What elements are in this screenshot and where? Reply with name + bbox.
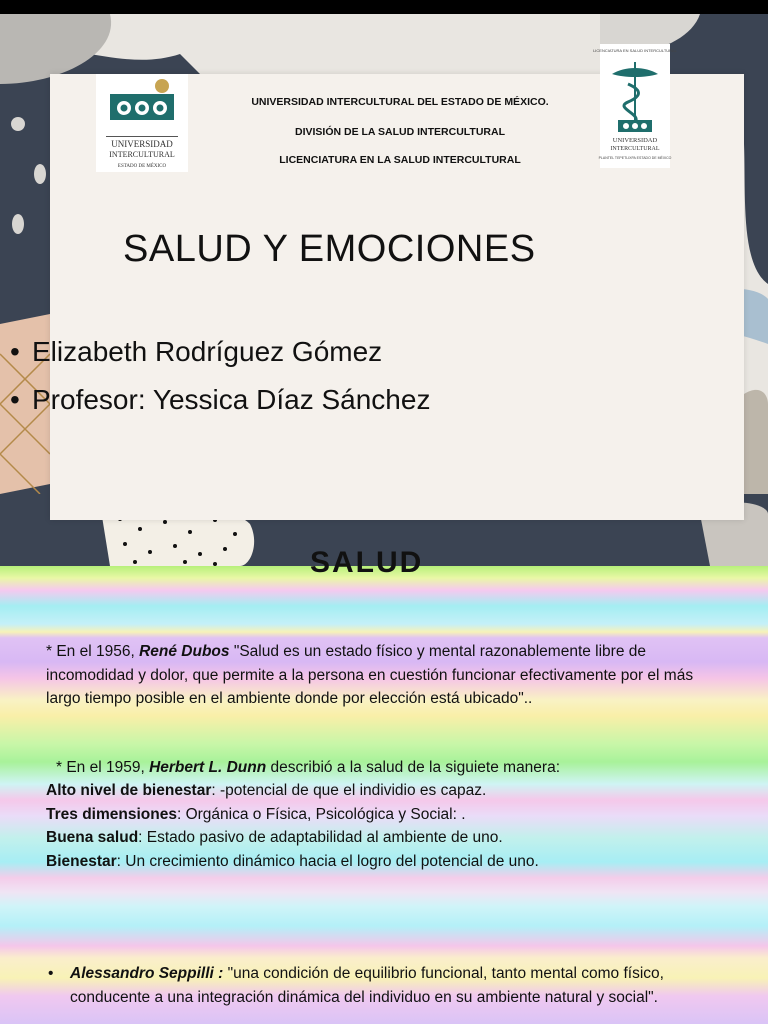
slide-title-salud: SALUD [310,546,424,579]
svg-text:UNIVERSIDAD: UNIVERSIDAD [111,139,173,149]
professor-name: Profesor: Yessica Díaz Sánchez [32,384,431,415]
header-division: DIVISIÓN DE LA SALUD INTERCULTURAL [295,126,505,138]
author-name: Elizabeth Rodríguez Gómez [32,336,383,367]
dot [11,117,25,131]
definition-line: Tres dimensiones: Orgánica o Física, Psicológica y Social: . [46,805,466,823]
header-university: UNIVERSIDAD INTERCULTURAL DEL ESTADO DE MÉXICO. [251,96,549,108]
dunn-definitions [46,779,726,873]
svg-text:PLANTEL TEPETLIXPA ESTADO DE M: PLANTEL TEPETLIXPA ESTADO DE MÉXICO [598,156,672,160]
header-program: LICENCIATURA EN LA SALUD INTERCULTURAL [279,154,521,166]
bullet-point: • [10,336,20,367]
dot [34,164,46,184]
university-emblem-icon [96,74,188,172]
author-seppilli: Alessandro Seppilli : [70,965,224,982]
health-faculty-logo-right [593,44,677,168]
author-bullet [10,336,382,368]
definitions-slide [0,546,768,1024]
author-dubos: René Dubos [139,643,230,660]
svg-text:INTERCULTURAL: INTERCULTURAL [109,150,175,159]
bullet-point: • [48,965,54,982]
title-slide [0,14,768,566]
svg-text:LICENCIATURA EN SALUD INTERCUL: LICENCIATURA EN SALUD INTERCULTURAL [593,48,677,53]
author-dunn: Herbert L. Dunn [149,759,267,776]
presentation-title: SALUD Y EMOCIONES [123,228,536,270]
caduceus-emblem-icon [593,44,677,168]
definition-line: Buena salud: Estado pasivo de adaptabilidad al ambiente de uno. [46,829,503,846]
svg-text:UNIVERSIDAD: UNIVERSIDAD [612,137,658,144]
professor-bullet [10,384,430,416]
svg-text:ESTADO DE MÉXICO: ESTADO DE MÉXICO [117,164,167,169]
seppilli-definition: • Alessandro Seppilli : "una condición de equilibrio funcional, tanto mental como físico, conducente a una integración dinámica del individuo en su ambiente natural y social". [70,962,720,1009]
university-logo-left [96,74,188,172]
definition-line: Bienestar: Un crecimiento dinámico hacia el logro del potencial de uno. [46,852,539,870]
definition-line: Alto nivel de bienestar: -potencial de que el individio es capaz. [46,782,487,799]
svg-text:INTERCULTURAL: INTERCULTURAL [610,146,660,152]
dubos-definition: * En el 1956, René Dubos "Salud es un estado físico y mental razonablemente libre de incomodidad y dolor, que permite a la persona en cuestión funcionar efectivamente por el más largo tiempo posible en el ambiente donde por elección está ubicado".. [46,643,694,707]
dunn-intro: * En el 1959, Herbert L. Dunn describió a la salud de la siguiete manera: [56,759,561,776]
bullet-point: • [10,384,20,415]
dot [12,214,24,234]
